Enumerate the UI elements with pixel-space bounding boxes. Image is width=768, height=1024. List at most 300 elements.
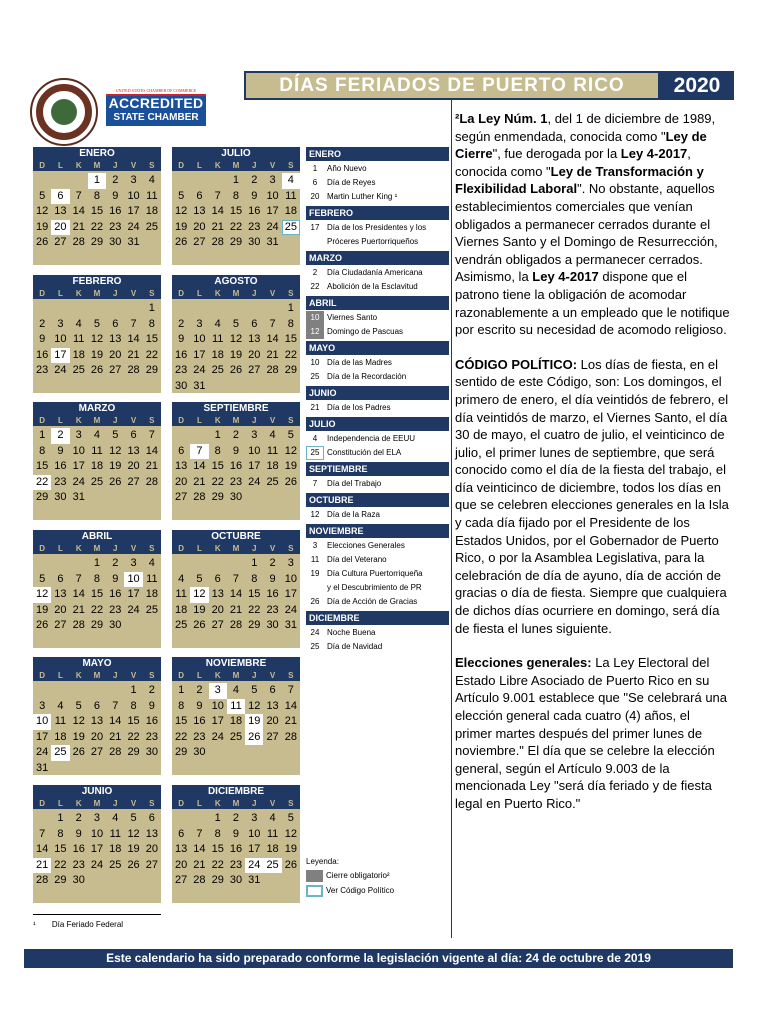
day-cell: 21 xyxy=(193,475,206,488)
holiday-name: Constitución del ELA xyxy=(327,448,402,457)
day-cell: 22 xyxy=(33,475,51,491)
accredited-line2: STATE CHAMBER xyxy=(113,112,199,123)
day-cell: 4 xyxy=(93,429,101,441)
day-cell: 6 xyxy=(57,572,64,585)
holiday-item xyxy=(306,221,449,235)
day-cell: 31 xyxy=(72,491,85,503)
day-cell: 5 xyxy=(287,812,294,824)
empty-cell xyxy=(106,301,124,317)
day-cell: 18 xyxy=(109,843,122,855)
holiday-month-header: MAYO xyxy=(306,341,449,355)
day-cell: 4 xyxy=(112,812,119,824)
day-grid xyxy=(172,426,300,506)
day-cell: 24 xyxy=(36,746,49,758)
day-cell: 23 xyxy=(109,220,122,233)
day-cell: 6 xyxy=(196,189,203,202)
weekday-label: D xyxy=(39,544,46,553)
day-cell: 15 xyxy=(145,333,158,345)
weekday-label: J xyxy=(252,671,257,680)
day-cell: 21 xyxy=(72,603,85,616)
day-cell: 30 xyxy=(109,236,122,248)
day-cell: 9 xyxy=(112,572,119,585)
holiday-name: y el Descubrimiento de PR xyxy=(327,583,422,592)
holiday-name: Martin Luther King ¹ xyxy=(327,192,398,201)
weekday-label: K xyxy=(214,416,221,425)
empty-cell xyxy=(190,301,208,317)
day-cell: 23 xyxy=(145,730,158,743)
day-cell: 17 xyxy=(51,348,69,364)
weekday-label: L xyxy=(196,671,202,680)
day-cell: 19 xyxy=(229,348,243,361)
day-cell: 12 xyxy=(284,827,297,840)
day-cell: 21 xyxy=(145,460,158,472)
month-febrero xyxy=(33,275,161,393)
weekday-header xyxy=(172,160,300,171)
empty-cell xyxy=(106,683,124,699)
day-cell: 9 xyxy=(178,333,185,345)
holiday-day: 21 xyxy=(310,403,320,412)
day-cell: 22 xyxy=(127,730,140,743)
day-cell: 15 xyxy=(90,588,104,600)
day-cell: 30 xyxy=(109,619,122,631)
day-cell: 22 xyxy=(248,603,261,616)
day-cell: 7 xyxy=(190,444,208,460)
day-cell: 11 xyxy=(211,333,224,345)
day-cell: 19 xyxy=(193,603,206,616)
day-cell: 8 xyxy=(148,317,155,330)
day-cell: 22 xyxy=(54,858,67,871)
holiday-name: Noche Buena xyxy=(327,628,376,637)
day-cell: 31 xyxy=(36,761,49,774)
day-cell: 25 xyxy=(72,364,85,376)
day-cell: 29 xyxy=(175,746,188,758)
day-cell: 9 xyxy=(251,189,258,202)
year-label: 2020 xyxy=(673,74,721,97)
day-cell: 24 xyxy=(248,475,261,488)
weekday-header xyxy=(33,798,161,809)
day-cell: 1 xyxy=(214,429,221,441)
text-run: ", fue derogada por la xyxy=(492,146,621,162)
day-cell: 15 xyxy=(211,843,224,855)
weekday-label: V xyxy=(130,544,137,553)
day-cell: 20 xyxy=(248,348,261,361)
weekday-label: S xyxy=(288,671,294,680)
day-cell: 28 xyxy=(229,619,243,631)
day-cell: 4 xyxy=(269,429,276,441)
day-cell: 25 xyxy=(109,858,122,871)
day-cell: 4 xyxy=(232,684,240,696)
day-cell: 23 xyxy=(229,475,243,488)
day-cell: 29 xyxy=(54,874,67,886)
day-cell: 2 xyxy=(196,684,203,696)
day-cell: 17 xyxy=(284,588,297,600)
day-cell: 30 xyxy=(145,746,158,758)
day-cell: 30 xyxy=(266,619,279,631)
weekday-label: S xyxy=(288,416,294,425)
day-cell: 6 xyxy=(93,699,101,712)
holiday-month-header: ENERO xyxy=(306,147,449,161)
day-cell: 16 xyxy=(109,588,122,600)
holiday-item xyxy=(306,190,449,204)
holiday-day xyxy=(306,581,324,595)
holiday-month-header: NOVIEMBRE xyxy=(306,524,449,538)
holiday-name: Día de Reyes xyxy=(327,178,376,187)
month-name: NOVIEMBRE xyxy=(172,657,300,670)
weekday-label: M xyxy=(93,544,101,553)
holiday-item xyxy=(306,266,449,280)
holiday-item xyxy=(306,539,449,553)
day-cell: 1 xyxy=(39,429,46,441)
day-cell: 21 xyxy=(127,348,140,361)
day-cell: 21 xyxy=(229,603,243,616)
weekday-label: S xyxy=(288,161,294,170)
day-cell: 23 xyxy=(193,730,206,743)
day-cell: 29 xyxy=(127,746,140,758)
day-cell: 7 xyxy=(75,189,82,202)
holiday-name: Día de las Madres xyxy=(327,358,392,367)
day-cell: 28 xyxy=(72,619,85,631)
empty-cell xyxy=(172,811,190,827)
day-cell: 30 xyxy=(54,491,67,503)
holiday-day: 12 xyxy=(310,510,320,519)
holiday-day: 3 xyxy=(312,541,318,550)
weekday-label: K xyxy=(214,289,221,298)
day-cell: 7 xyxy=(75,572,82,585)
weekday-label: S xyxy=(149,544,155,553)
day-cell: 7 xyxy=(112,699,119,712)
day-grid xyxy=(172,809,300,889)
footer-banner: Este calendario ha sido preparado conforme la legislación vigente al día: 24 de octubre de 2019 xyxy=(24,949,733,968)
weekday-label: K xyxy=(214,671,221,680)
day-cell: 29 xyxy=(211,874,224,886)
day-cell: 12 xyxy=(248,699,261,712)
day-cell: 24 xyxy=(193,364,206,376)
day-cell: 3 xyxy=(269,174,276,186)
day-cell: 12 xyxy=(284,444,297,457)
day-cell: 9 xyxy=(269,572,276,585)
weekday-label: K xyxy=(214,544,221,553)
day-cell: 2 xyxy=(75,812,82,824)
day-cell: 14 xyxy=(127,333,140,345)
empty-cell xyxy=(190,428,208,444)
day-cell: 1 xyxy=(130,684,137,696)
grey-swatch xyxy=(306,870,323,882)
day-cell: 8 xyxy=(251,572,258,585)
day-cell: 13 xyxy=(193,205,206,217)
empty-cell xyxy=(33,683,51,699)
day-cell: 15 xyxy=(90,205,104,217)
empty-cell xyxy=(88,683,106,699)
holiday-item xyxy=(306,581,449,595)
day-cell: 8 xyxy=(214,827,221,840)
day-cell: 8 xyxy=(232,189,240,202)
day-cell: 3 xyxy=(130,557,137,569)
day-cell: 25 xyxy=(282,220,300,236)
text-run: dispone que el patrono tiene la obligación de acomodar razonablemente a un empleado que le notifique por escrito su necesidad de acomodo religioso. xyxy=(455,269,730,338)
weekday-header xyxy=(33,288,161,299)
holiday-month-header: ABRIL xyxy=(306,296,449,310)
weekday-header xyxy=(33,160,161,171)
day-cell: 18 xyxy=(266,843,279,855)
day-cell: 15 xyxy=(127,715,140,727)
day-cell: 1 xyxy=(57,812,64,824)
weekday-label: J xyxy=(113,416,118,425)
day-cell: 20 xyxy=(175,475,188,488)
day-cell: 27 xyxy=(145,858,158,871)
day-grid xyxy=(33,426,161,506)
day-cell: 17 xyxy=(72,460,85,472)
day-cell: 21 xyxy=(211,220,224,233)
day-cell: 12 xyxy=(72,715,85,727)
day-cell: 20 xyxy=(54,603,67,616)
day-cell: 29 xyxy=(90,619,104,631)
weekday-label: S xyxy=(149,416,155,425)
day-cell: 14 xyxy=(193,460,206,472)
day-cell: 24 xyxy=(54,364,67,376)
day-cell: 31 xyxy=(248,874,261,886)
day-cell: 2 xyxy=(112,557,119,569)
day-cell: 18 xyxy=(145,588,158,600)
day-cell: 4 xyxy=(269,812,276,824)
day-cell: 1 xyxy=(251,557,258,569)
weekday-label: S xyxy=(288,289,294,298)
holiday-name: Día Cultura Puertorriqueña xyxy=(327,569,423,578)
empty-cell xyxy=(172,173,190,189)
empty-cell xyxy=(51,556,69,572)
weekday-label: K xyxy=(75,799,82,808)
day-cell: 13 xyxy=(54,588,67,600)
holiday-name: Día de los Presidentes y los xyxy=(327,223,427,232)
weekday-label: M xyxy=(93,671,101,680)
day-cell: 24 xyxy=(266,220,279,233)
day-cell: 26 xyxy=(284,475,297,488)
day-cell: 16 xyxy=(229,460,243,472)
day-cell: 21 xyxy=(109,730,122,743)
holiday-day: 10 xyxy=(310,358,320,367)
day-cell: 1 xyxy=(88,173,106,189)
bold-run: Ley de Transformación y Flexibilidad Laboral xyxy=(455,163,704,197)
day-cell: 3 xyxy=(251,812,258,824)
day-cell: 12 xyxy=(175,205,188,217)
day-cell: 4 xyxy=(214,317,221,330)
day-cell: 13 xyxy=(211,588,224,600)
weekday-label: L xyxy=(57,161,63,170)
day-cell: 14 xyxy=(284,699,297,712)
legend-title: Leyenda: xyxy=(306,857,339,866)
day-cell: 27 xyxy=(54,619,67,631)
day-cell: 11 xyxy=(175,588,187,600)
weekday-label: D xyxy=(39,289,46,298)
month-name: MAYO xyxy=(33,657,161,670)
day-cell: 17 xyxy=(90,843,104,855)
holiday-item xyxy=(306,508,449,522)
footnote xyxy=(33,920,123,929)
day-cell: 22 xyxy=(211,858,224,871)
day-cell: 5 xyxy=(93,317,101,330)
month-name: JUNIO xyxy=(33,785,161,798)
holiday-item xyxy=(306,553,449,567)
weekday-label: V xyxy=(269,799,276,808)
day-cell: 16 xyxy=(72,843,85,855)
day-cell: 16 xyxy=(193,715,206,727)
day-cell: 22 xyxy=(211,475,224,488)
day-cell: 11 xyxy=(146,189,158,202)
day-cell: 8 xyxy=(130,699,137,712)
day-cell: 10 xyxy=(248,444,261,457)
day-cell: 14 xyxy=(229,588,243,600)
day-cell: 19 xyxy=(72,730,85,743)
empty-cell xyxy=(33,173,51,189)
weekday-label: S xyxy=(149,671,155,680)
day-cell: 5 xyxy=(196,572,203,585)
day-cell: 6 xyxy=(178,827,185,840)
weekday-label: L xyxy=(57,799,63,808)
day-cell: 12 xyxy=(109,444,122,457)
day-cell: 15 xyxy=(211,460,224,472)
day-cell: 11 xyxy=(227,699,245,715)
weekday-label: J xyxy=(113,161,118,170)
holiday-name: Elecciones Generales xyxy=(327,541,405,550)
weekday-label: V xyxy=(269,161,276,170)
day-cell: 14 xyxy=(36,843,49,855)
day-cell: 9 xyxy=(148,699,155,712)
day-cell: 2 xyxy=(251,174,258,186)
day-cell: 6 xyxy=(269,684,276,696)
blue-outline-swatch xyxy=(306,885,323,897)
weekday-label: V xyxy=(269,416,276,425)
day-cell: 22 xyxy=(90,603,104,616)
day-cell: 15 xyxy=(229,205,243,217)
empty-cell xyxy=(190,811,208,827)
day-cell: 6 xyxy=(51,189,69,205)
weekday-header xyxy=(172,670,300,681)
day-cell: 13 xyxy=(175,843,188,855)
day-cell: 27 xyxy=(211,619,224,631)
column-divider xyxy=(451,100,452,938)
weekday-label: K xyxy=(75,671,82,680)
holiday-day: 4 xyxy=(312,434,318,443)
day-cell: 19 xyxy=(284,460,297,472)
day-cell: 10 xyxy=(72,444,85,457)
day-cell: 4 xyxy=(148,557,155,569)
day-cell: 13 xyxy=(266,699,279,712)
weekday-label: V xyxy=(130,289,137,298)
day-cell: 29 xyxy=(248,619,261,631)
day-cell: 11 xyxy=(266,444,279,457)
holiday-day: 25 xyxy=(306,446,324,460)
day-cell: 18 xyxy=(266,460,279,472)
weekday-header xyxy=(172,415,300,426)
day-cell: 5 xyxy=(130,812,137,824)
weekday-label: K xyxy=(75,161,82,170)
footnote-rule xyxy=(33,914,161,915)
day-cell: 11 xyxy=(285,189,297,202)
day-cell: 31 xyxy=(284,619,297,631)
day-cell: 8 xyxy=(178,699,185,712)
bold-run: Ley 4-2017 xyxy=(532,269,599,285)
day-cell: 5 xyxy=(287,429,294,441)
day-cell: 8 xyxy=(287,317,294,330)
day-cell: 13 xyxy=(109,333,122,345)
weekday-label: V xyxy=(130,416,137,425)
day-cell: 26 xyxy=(229,364,243,376)
weekday-label: D xyxy=(178,671,185,680)
day-grid xyxy=(33,171,161,251)
day-cell: 3 xyxy=(287,557,294,569)
day-cell: 25 xyxy=(175,619,188,631)
legend-blue-label: Ver Código Político xyxy=(326,886,395,895)
day-cell: 26 xyxy=(127,858,140,871)
month-name: JULIO xyxy=(172,147,300,160)
day-cell: 29 xyxy=(90,236,104,248)
day-cell: 29 xyxy=(145,364,158,376)
day-cell: 15 xyxy=(54,843,67,855)
weekday-header xyxy=(33,415,161,426)
holiday-month-header: JUNIO xyxy=(306,386,449,400)
legend-grey-row xyxy=(306,868,449,883)
paragraph-elecciones-generales xyxy=(455,654,730,812)
seal-emblem xyxy=(51,99,77,125)
empty-cell xyxy=(33,301,51,317)
day-grid xyxy=(172,681,300,761)
weekday-header xyxy=(172,798,300,809)
day-cell: 29 xyxy=(211,491,224,503)
day-cell: 27 xyxy=(109,364,122,376)
holiday-month-header: DICIEMBRE xyxy=(306,611,449,625)
day-cell: 13 xyxy=(90,715,104,727)
weekday-label: L xyxy=(57,544,63,553)
legend xyxy=(306,856,449,898)
day-cell: 23 xyxy=(72,858,85,871)
day-cell: 24 xyxy=(127,220,140,233)
weekday-label: M xyxy=(93,799,101,808)
day-cell: 2 xyxy=(148,684,155,696)
day-cell: 20 xyxy=(109,348,122,361)
weekday-label: D xyxy=(39,671,46,680)
day-cell: 19 xyxy=(90,348,104,361)
empty-cell xyxy=(209,301,227,317)
day-cell: 9 xyxy=(196,699,203,712)
day-cell: 10 xyxy=(90,827,104,840)
day-grid xyxy=(172,554,300,634)
holiday-day: 22 xyxy=(310,282,320,291)
holiday-item xyxy=(306,640,449,654)
month-name: ABRIL xyxy=(33,530,161,543)
day-cell: 26 xyxy=(36,236,49,248)
day-cell: 2 xyxy=(232,812,240,824)
day-cell: 24 xyxy=(211,730,224,743)
day-cell: 3 xyxy=(209,683,227,699)
day-cell: 3 xyxy=(196,317,203,330)
day-cell: 8 xyxy=(214,444,221,457)
day-cell: 6 xyxy=(112,317,119,330)
day-cell: 16 xyxy=(266,588,279,600)
holiday-name: Día del Trabajo xyxy=(327,479,382,488)
day-grid xyxy=(33,299,161,379)
holiday-name: Domingo de Pascuas xyxy=(327,327,404,336)
empty-cell xyxy=(209,556,227,572)
weekday-label: L xyxy=(196,161,202,170)
accredited-small-text: UNITED STATES CHAMBER OF COMMERCE xyxy=(115,88,197,93)
empty-cell xyxy=(227,556,245,572)
day-cell: 26 xyxy=(284,858,297,871)
text-run: Los días de fiesta, en el sentido de este Código, son: Los domingos, el primero de enero, el día veintidós de febrero, el día veintidós de marzo, el Viernes Santo, el día 30 de mayo, el cuatro de julio, el veinticinco de julio, el primer lunes de septiembre, que será conocido como el día de la fiesta del trabajo, el día veinticinco de diciembre, todos los días en que se celebren elecciones generales en la Isla y cada día fijado por el Presidente de los Estados Unidos, por el Gobernador de Puerto Rico, o por la Asamblea Legislativa, para la celebración de día de ayuno, día de acción de gracias o día de fiesta. Siempre que cualquiera de dichos días ocurriere en domingo, será día de fiesta el lunes siguiente. xyxy=(455,356,729,636)
day-cell: 23 xyxy=(109,603,122,616)
weekday-label: V xyxy=(130,799,137,808)
day-grid xyxy=(172,299,300,394)
day-cell: 28 xyxy=(193,491,206,503)
day-cell: 13 xyxy=(127,444,140,457)
